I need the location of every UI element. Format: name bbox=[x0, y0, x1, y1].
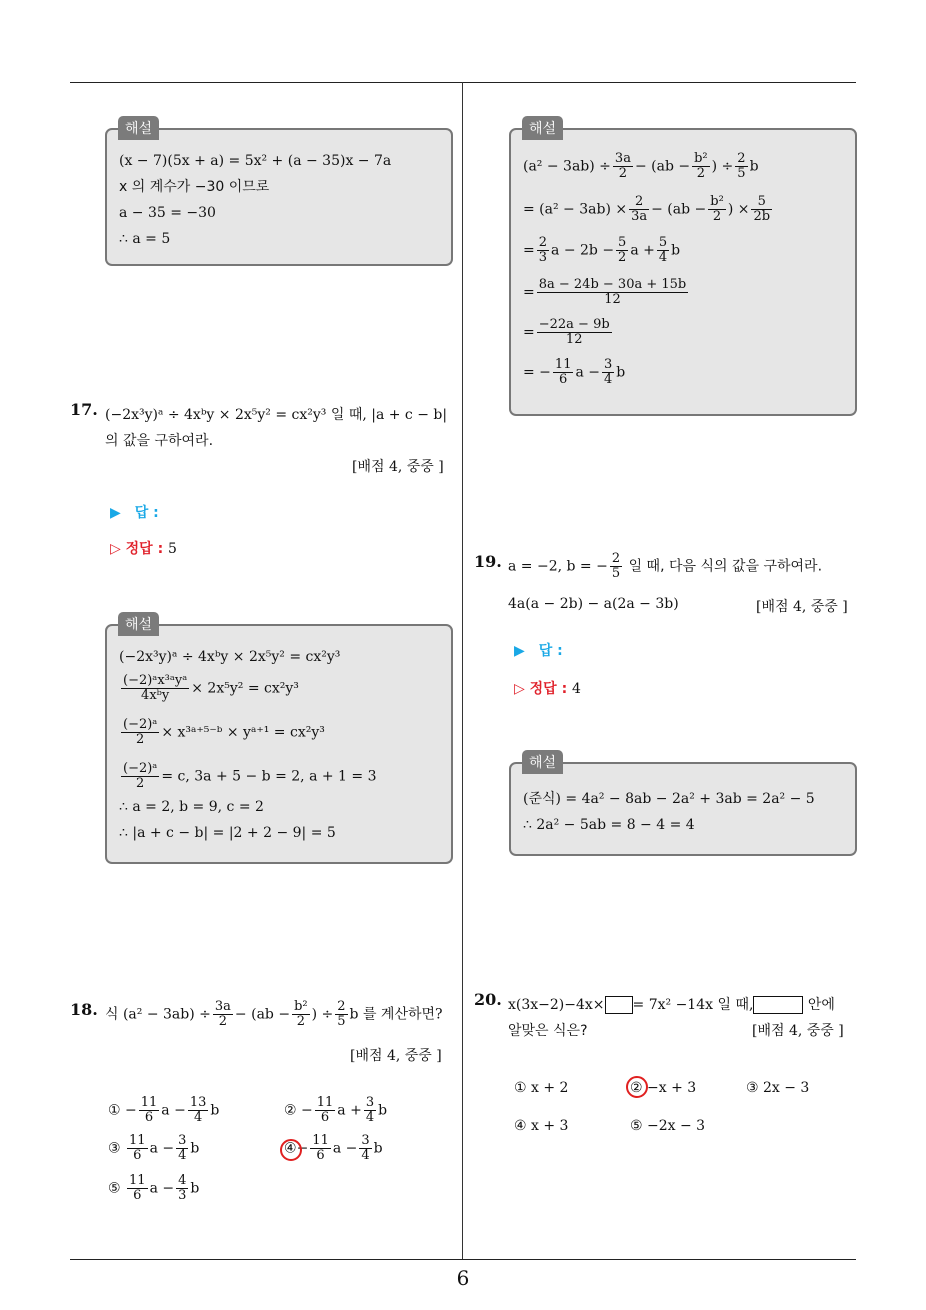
question-expression: 4a(a − 2b) − a(2a − 3b) bbox=[508, 596, 679, 612]
question-number: 18. bbox=[70, 1000, 98, 1019]
option-2[interactable]: ② −x + 3 bbox=[630, 1080, 697, 1096]
selected-answer-circle bbox=[626, 1076, 648, 1098]
question-text: 식 (a² − 3ab) ÷ $\frac{3a}{2}$ − (ab − $\frac{\text{b²}}{2}$ ) ÷ $\frac{2}{5}$ b 를 계산하면? bbox=[105, 999, 443, 1029]
option-2[interactable]: ② − $\frac{11}{6}$ a + $\frac{3}{4}$ b bbox=[284, 1095, 388, 1125]
answer-prompt: ▶ 답 : bbox=[110, 505, 159, 521]
option-1[interactable]: ① x + 2 bbox=[514, 1080, 569, 1096]
solution-line: (−2x³y)ᵃ ÷ 4xᵇy × 2x⁵y² = cx²y³ bbox=[119, 649, 341, 665]
question-meta: [배점 4, 중중 ] bbox=[350, 1048, 442, 1064]
solution-line: ∴ a = 2, b = 9, c = 2 bbox=[119, 799, 264, 815]
solution-19-box bbox=[509, 762, 857, 856]
solution-line: $\frac{\text{(−2)ᵃ}}{2}$ × x³ᵃ⁺⁵⁻ᵇ × yᵃ⁺¹ = cx²y³ bbox=[123, 717, 325, 747]
solution-line: = − $\frac{11}{6}$ a − $\frac{3}{4}$ b bbox=[523, 357, 626, 387]
question-text: a = −2, b = − $\frac{2}{5}$ 일 때, 다음 식의 값을 구하여라. bbox=[508, 551, 823, 581]
question-number: 19. bbox=[474, 552, 502, 571]
solution-line: $\frac{\text{(−2)ᵃ}}{2}$ = c, 3a + 5 − b = 2, a + 1 = 3 bbox=[123, 761, 377, 791]
option-5[interactable]: ⑤ $\frac{11}{6}$ a − $\frac{4}{3}$ b bbox=[108, 1173, 200, 1203]
option-3[interactable]: ③ $\frac{11}{6}$ a − $\frac{3}{4}$ b bbox=[108, 1133, 200, 1163]
solution-line: = $\frac{2}{3}$ a − 2b − $\frac{5}{2}$ a + $\frac{5}{4}$ b bbox=[523, 235, 681, 265]
solution-line: ∴ 2a² − 5ab = 8 − 4 = 4 bbox=[523, 817, 695, 833]
option-4[interactable]: ④− $\frac{11}{6}$ a − $\frac{3}{4}$ b bbox=[284, 1133, 383, 1163]
page-number: 6 bbox=[456, 1266, 470, 1290]
option-3[interactable]: ③ 2x − 3 bbox=[746, 1080, 810, 1096]
solution-line: ∴ |a + c − b| = |2 + 2 − 9| = 5 bbox=[119, 825, 336, 841]
question-text: (−2x³y)ᵃ ÷ 4xᵇy × 2x⁵y² = cx²y³ 일 때, |a + c − b| bbox=[105, 407, 448, 423]
solution-line: (a² − 3ab) ÷ $\frac{3a}{2}$ − (ab − $\frac{\text{b²}}{2}$ ) ÷ $\frac{2}{5}$ b bbox=[523, 151, 759, 181]
blank-box bbox=[753, 996, 803, 1014]
solution-header-tag: 해설 bbox=[118, 612, 159, 636]
solution-18-box bbox=[509, 128, 857, 416]
play-icon: ▶ bbox=[514, 643, 525, 659]
question-meta: [배점 4, 중중 ] bbox=[752, 1023, 844, 1039]
question-text: x(3x−2)−4x× = 7x² −14x 일 때, 안에 bbox=[508, 997, 835, 1013]
question-text: 의 값을 구하여라. bbox=[105, 433, 214, 449]
solution-line: = $\frac{-22a - 9b}{12}$ bbox=[523, 317, 610, 347]
solution-header-tag: 해설 bbox=[118, 116, 159, 140]
correct-answer: ▷ 정답 : 4 bbox=[514, 681, 581, 697]
play-icon: ▶ bbox=[110, 505, 121, 521]
solution-line: (x − 7)(5x + a) = 5x² + (a − 35)x − 7a bbox=[119, 153, 392, 169]
option-5[interactable]: ⑤ −2x − 3 bbox=[630, 1118, 706, 1134]
bottom-rule bbox=[70, 1259, 856, 1260]
question-meta: [배점 4, 중중 ] bbox=[756, 599, 848, 615]
question-number: 17. bbox=[70, 400, 98, 419]
option-4[interactable]: ④ x + 3 bbox=[514, 1118, 569, 1134]
top-rule bbox=[70, 82, 856, 83]
answer-prompt: ▶ 답 : bbox=[514, 643, 563, 659]
solution-line: (−2)ᵃx³ᵃyᵃ 4xᵇy × 2x⁵y² = cx²y³ bbox=[123, 673, 299, 703]
column-divider bbox=[462, 82, 463, 1260]
solution-line: a − 35 = −30 bbox=[119, 205, 216, 221]
correct-answer: ▷ 정답 : 5 bbox=[110, 541, 177, 557]
question-meta: [배점 4, 중중 ] bbox=[352, 459, 444, 475]
solution-17-box bbox=[105, 624, 453, 864]
solution-line: x 의 계수가 −30 이므로 bbox=[119, 179, 270, 195]
option-1[interactable]: ① − $\frac{11}{6}$ a − $\frac{13}{4}$ b bbox=[108, 1095, 220, 1125]
question-number: 20. bbox=[474, 990, 502, 1009]
solution-header-tag: 해설 bbox=[522, 116, 563, 140]
selected-answer-circle bbox=[280, 1139, 302, 1161]
question-text: 알맞은 식은? bbox=[508, 1023, 588, 1039]
solution-16-box bbox=[105, 128, 453, 266]
solution-header-tag: 해설 bbox=[522, 750, 563, 774]
blank-box bbox=[605, 996, 633, 1014]
solution-line: (준식) = 4a² − 8ab − 2a² + 3ab = 2a² − 5 bbox=[523, 791, 815, 807]
solution-line: = $\frac{8a - 24b - 30a + 15b}{12}$ bbox=[523, 277, 687, 307]
solution-line: = (a² − 3ab) × $\frac{2}{3a}$ − (ab − $\frac{\text{b²}}{2}$ ) × $\frac{5}{2b}$ bbox=[523, 194, 771, 224]
solution-line: ∴ a = 5 bbox=[119, 231, 171, 247]
